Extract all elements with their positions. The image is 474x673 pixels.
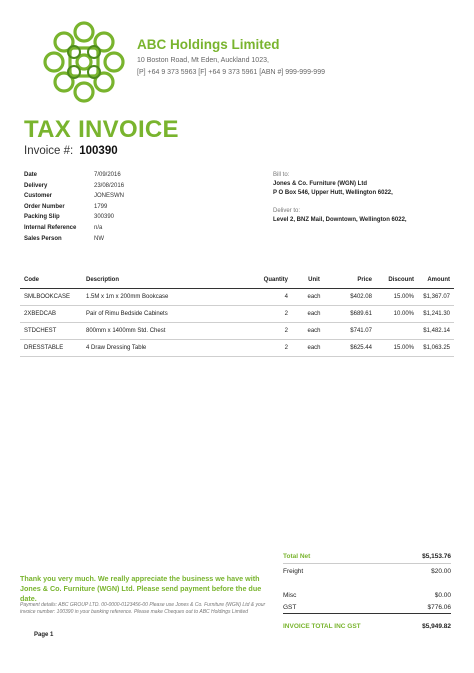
company-logo: [40, 18, 128, 106]
detail-value: 7/09/2016: [94, 172, 121, 178]
table-row: [20, 305, 454, 322]
detail-value: JONESWN: [94, 193, 124, 200]
company-name: ABC Holdings Limited: [137, 37, 280, 52]
misc-row: [283, 590, 451, 601]
invoice-total-value: $5,949.82: [422, 622, 451, 630]
detail-label: Sales Person: [24, 235, 62, 242]
column-header-amount: Amount: [418, 272, 454, 288]
cell-price: $689.61: [336, 305, 376, 322]
cell-code: SMLBOOKCASE: [20, 288, 82, 305]
total-net-value: $5,153.76: [422, 553, 451, 560]
invoice-number-line: [24, 145, 118, 157]
cell-unit: each: [292, 322, 336, 339]
cell-unit: each: [292, 305, 336, 322]
invoice-number-label: Invoice #:: [24, 145, 74, 157]
table-row: [20, 288, 454, 305]
deliver-to-block: [273, 207, 407, 225]
detail-label: Internal Reference: [24, 224, 77, 231]
detail-row-date: [24, 172, 124, 183]
cell-amount: $1,241.30: [418, 305, 454, 322]
cell-code: DRESSTABLE: [20, 339, 82, 356]
cell-discount: 10.00%: [376, 305, 418, 322]
misc-value: $0.00: [434, 592, 451, 599]
cell-price: $625.44: [336, 339, 376, 356]
company-address: 10 Boston Road, Mt Eden, Auckland 1023,: [137, 57, 269, 64]
detail-label: Delivery: [24, 182, 48, 189]
cell-description: 4 Draw Dressing Table: [82, 339, 232, 356]
bill-to-address: P O Box 546, Upper Hutt, Wellington 6022,: [273, 189, 393, 196]
deliver-to-address: Level 2, BNZ Mail, Downtown, Wellington 6022,: [273, 216, 407, 223]
cell-price: $402.08: [336, 288, 376, 305]
page-number: Page 1: [34, 632, 54, 638]
column-header-quantity: Quantity: [232, 272, 292, 288]
detail-row-internal-reference: [24, 225, 124, 236]
detail-label: Customer: [24, 193, 53, 200]
misc-label: Misc: [283, 592, 297, 599]
detail-value: n/a: [94, 224, 103, 231]
detail-value: NW: [94, 235, 104, 242]
detail-row-customer: [24, 193, 124, 204]
invoice-details: [24, 172, 124, 246]
invoice-number: 100390: [79, 145, 118, 157]
detail-value: 23/08/2016: [94, 182, 125, 189]
company-phones: [P] +64 9 373 5963 [F] +64 9 373 5961 [ABN #] 999-999-999: [137, 69, 325, 76]
cell-discount: 15.00%: [376, 288, 418, 305]
cell-quantity: 2: [232, 339, 292, 356]
freight-value: $20.00: [431, 567, 451, 575]
line-items-table: [20, 272, 454, 357]
cell-description: Pair of Rimu Bedside Cabinets: [82, 305, 232, 322]
thank-you-message: Thank you very much. We really appreciate the business we have with Jones & Co. Furniture (WGN) Ltd. Please send payment before the due date.: [20, 574, 262, 603]
bill-to-name: Jones & Co. Furniture (WGN) Ltd: [273, 180, 367, 187]
column-header-discount: Discount: [376, 272, 418, 288]
detail-row-order-number: [24, 204, 124, 215]
cell-discount: [376, 322, 418, 339]
detail-row-packing-slip: [24, 214, 124, 225]
freight-label: Freight: [283, 567, 304, 575]
total-net-row: [283, 550, 451, 564]
total-net-label: Total Net: [283, 553, 311, 560]
detail-row-sales-person: [24, 236, 124, 247]
freight-row: [283, 564, 451, 578]
bill-to-label: Bill to:: [273, 172, 290, 178]
column-header-price: Price: [336, 272, 376, 288]
detail-label: Date: [24, 172, 38, 178]
detail-value: 300390: [94, 214, 115, 221]
cell-quantity: 4: [232, 288, 292, 305]
payment-details: Payment details: ABC GROUP LTD. 00-0000-0123456-00 Please use Jones & Co. Furniture (WGN) Ltd & your invoice number: 100390 in your banking reference. Please make Cheques out to ABC Holdings Limited: [20, 602, 266, 615]
detail-row-delivery: [24, 183, 124, 194]
detail-label: Order Number: [24, 203, 65, 210]
cell-amount: $1,063.25: [418, 339, 454, 356]
gst-row: [283, 601, 451, 614]
cell-unit: each: [292, 288, 336, 305]
cell-unit: each: [292, 339, 336, 356]
invoice-total-row: [283, 617, 451, 635]
column-header-unit: Unit: [292, 272, 336, 288]
detail-label: Packing Slip: [24, 214, 60, 221]
column-header-description: Description: [82, 272, 232, 288]
cell-amount: $1,482.14: [418, 322, 454, 339]
cell-amount: $1,367.07: [418, 288, 454, 305]
cell-code: 2XBEDCAB: [20, 305, 82, 322]
gst-label: GST: [283, 603, 297, 611]
bill-to-block: [273, 171, 393, 197]
cell-description: 800mm x 1400mm Std. Chest: [82, 322, 232, 339]
totals-block: [283, 550, 451, 635]
column-header-code: Code: [20, 272, 82, 288]
document-title: TAX INVOICE: [24, 116, 179, 143]
table-header-row: [20, 272, 454, 288]
cell-price: $741.07: [336, 322, 376, 339]
cell-discount: 15.00%: [376, 339, 418, 356]
detail-value: 1799: [94, 203, 108, 210]
table-row: [20, 322, 454, 339]
invoice-total-label: INVOICE TOTAL INC GST: [283, 622, 361, 630]
cell-code: STDCHEST: [20, 322, 82, 339]
cell-quantity: 2: [232, 322, 292, 339]
gst-value: $776.06: [427, 603, 451, 611]
table-row: [20, 339, 454, 356]
cell-quantity: 2: [232, 305, 292, 322]
cell-description: 1.5M x 1m x 200mm Bookcase: [82, 288, 232, 305]
deliver-to-label: Deliver to:: [273, 208, 301, 214]
